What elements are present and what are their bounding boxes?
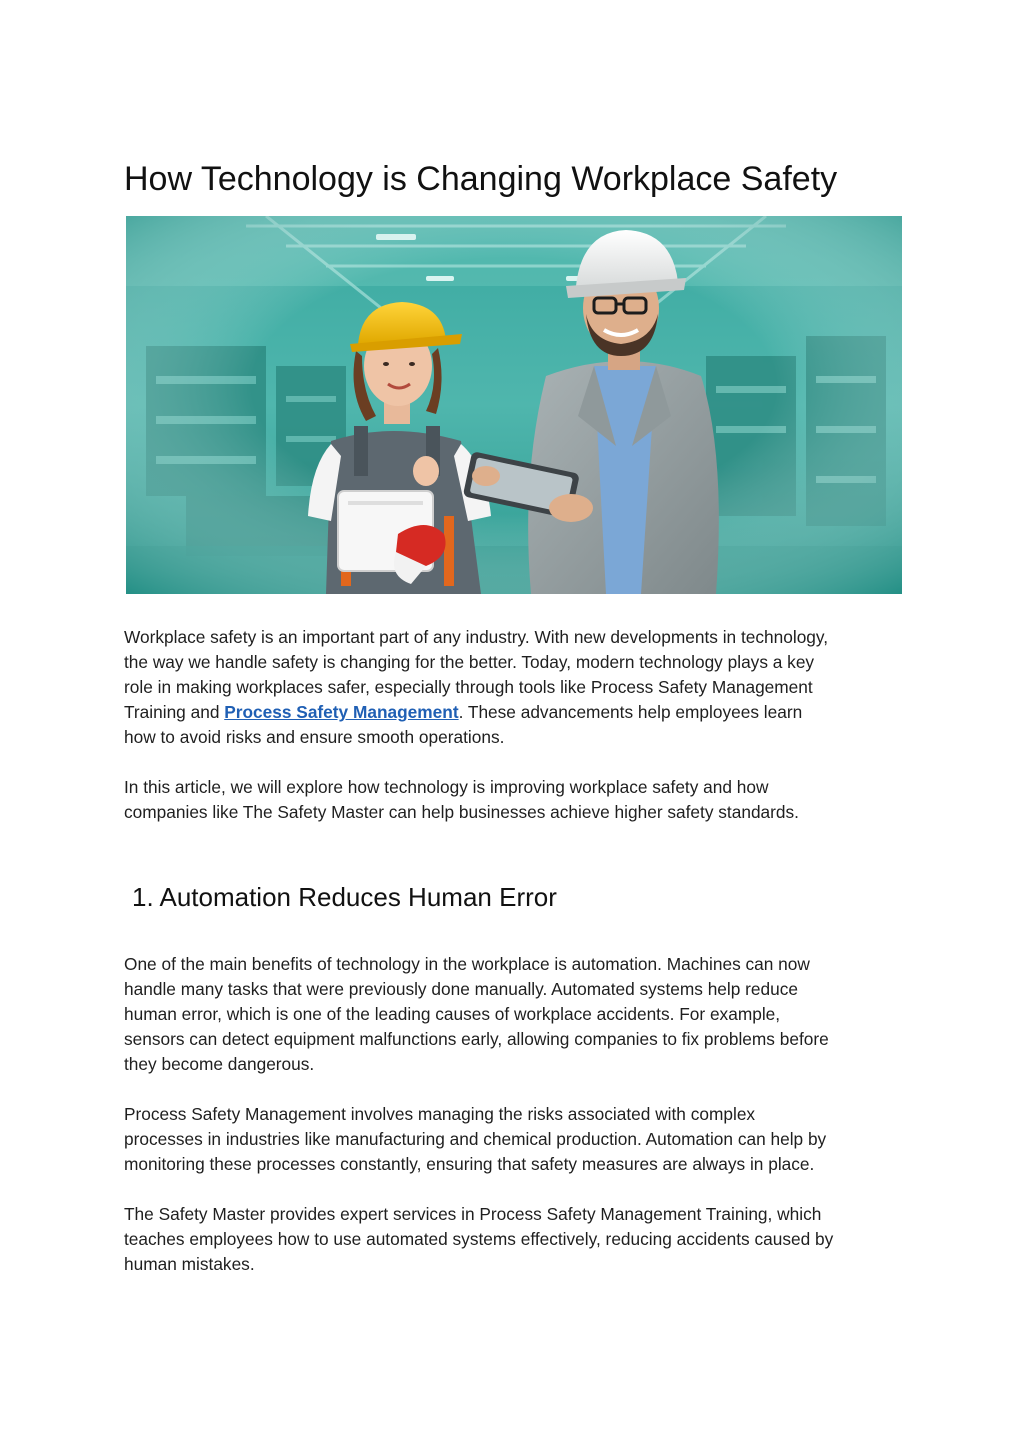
s1p3-line-3: human mistakes. (124, 1254, 255, 1274)
s1p3-line-2: teaches employees how to use automated systems effectively, reducing accidents caused by (124, 1229, 834, 1249)
s1p2-line-1: Process Safety Management involves managing the risks associated with complex (124, 1104, 756, 1124)
intro-line-2: the way we handle safety is changing for the better. Today, modern technology plays a key (124, 652, 815, 672)
intro-line-1: Workplace safety is an important part of any industry. With new developments in technology, (124, 627, 829, 647)
intro-line-4-before: Training and (124, 702, 225, 722)
s1p2-line-3: monitoring these processes constantly, ensuring that safety measures are always in place. (124, 1154, 815, 1174)
s1p1-line-1: One of the main benefits of technology in the workplace is automation. Machines can now (124, 954, 810, 974)
process-safety-management-link[interactable]: Process Safety Management (224, 702, 459, 722)
hero-image (126, 216, 902, 594)
intro2-line-1: In this article, we will explore how technology is improving workplace safety and how (124, 777, 769, 797)
s1p2-line-2: processes in industries like manufacturing and chemical production. Automation can help by (124, 1129, 827, 1149)
intro-line-5: how to avoid risks and ensure smooth operations. (124, 727, 505, 747)
s1p1-line-4: sensors can detect equipment malfunctions early, allowing companies to fix problems before (124, 1029, 829, 1049)
intro2-line-2: companies like The Safety Master can help businesses achieve higher safety standards. (124, 802, 799, 822)
section-heading-automation: 1. Automation Reduces Human Error (132, 882, 557, 912)
s1p1-line-5: they become dangerous. (124, 1054, 315, 1074)
section1-paragraph-2 (124, 1102, 914, 1177)
intro-line-3: role in making workplaces safer, especially through tools like Process Safety Management (124, 677, 813, 697)
section1-paragraph-1 (124, 952, 914, 1077)
s1p1-line-3: human error, which is one of the leading causes of workplace accidents. For example, (124, 1004, 781, 1024)
page-title: How Technology is Changing Workplace Safety (124, 160, 838, 198)
intro-line-4-after: . These advancements help employees learn (458, 702, 803, 722)
s1p3-line-1: The Safety Master provides expert services in Process Safety Management Training, which (124, 1204, 822, 1224)
intro2-paragraph (124, 775, 914, 825)
section1-paragraph-3 (124, 1202, 914, 1277)
intro-paragraph (124, 625, 914, 750)
s1p1-line-2: handle many tasks that were previously done manually. Automated systems help reduce (124, 979, 799, 999)
intro-line-4 (124, 700, 914, 725)
